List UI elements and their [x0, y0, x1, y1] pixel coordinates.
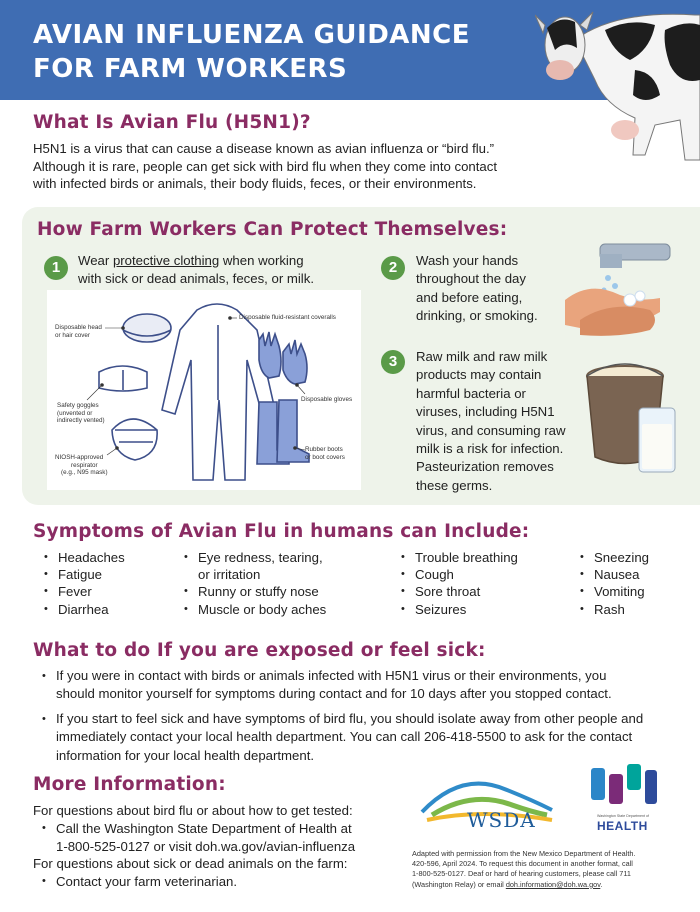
step-2-badge: 2: [381, 256, 405, 280]
symptoms-col-4: [580, 549, 649, 618]
protective-clothing-link[interactable]: protective clothing: [112, 253, 220, 268]
list-item: • Cough: [401, 566, 518, 583]
more-q2: For questions about sick or dead animals on the farm:: [33, 856, 348, 871]
label-coveralls: Disposable fluid-resistant coveralls: [239, 314, 336, 321]
step-2-text: Wash your hands throughout the day and before eating, drinking, or smoking.: [416, 253, 538, 324]
step-3-text: Raw milk and raw milk products may contain harmful bacteria or viruses, including H5N1 virus, and consuming raw milk is a risk for infection. Pasteurization removes these germs.: [416, 349, 566, 493]
list-item: • Muscle or body aches: [184, 601, 326, 618]
label-gloves: Disposable gloves: [301, 396, 353, 403]
label-respirator: NIOSH-approved respirator (e.g., N95 mask): [55, 454, 108, 477]
step-1-badge: 1: [44, 256, 68, 280]
protect-heading: How Farm Workers Can Protect Themselves:: [37, 219, 508, 240]
page-title: AVIAN INFLUENZA GUIDANCE FOR FARM WORKERS: [33, 20, 471, 84]
exposed-bullet-2: • If you start to feel sick and have symptoms of bird flu, you should isolate away from other people and immediately contact your local health department. You can call 206-418-5500 to ask for the contact information for your local health department.: [42, 710, 643, 765]
list-item: • Rash: [580, 601, 649, 618]
list-item: • Diarrhea: [44, 601, 125, 618]
list-item: • Headaches: [44, 549, 125, 566]
list-item: • Fever: [44, 583, 125, 600]
doh-logo: [585, 762, 665, 842]
list-item: • Seizures: [401, 601, 518, 618]
what-is-text: H5N1 is a virus that can cause a disease known as avian influenza or “bird flu.” Although it is rare, people can get sick with bird flu when they come into contact with infected birds or animals, their body fluids, feces, or their environments.: [33, 141, 498, 191]
more-a2: • Contact your farm veterinarian.: [42, 873, 237, 891]
more-q1: For questions about bird flu or about how to get tested:: [33, 803, 353, 818]
more-a1: • Call the Washington State Department of Health at 1-800-525-0127 or visit doh.wa.gov/avian-influenza: [42, 820, 355, 855]
step-1-text: Wear protective clothing when working with sick or dead animals, feces, or milk.: [78, 253, 314, 287]
label-boots: Rubber boots or boot covers: [305, 446, 345, 461]
footer-note: Adapted with permission from the New Mexico Department of Health. 420-596, April 2024. To request this document in another format, call 1-800-525-0127. Deaf or hard of hearing customers, please call 711 (Washington Relay) or email doh.information@doh.wa.gov.: [412, 849, 636, 889]
wsda-text: WSDA: [467, 808, 536, 832]
symptoms-heading: Symptoms of Avian Flu in humans can Include:: [33, 521, 530, 542]
ppe-diagram: [47, 290, 361, 490]
symptoms-col-2: [184, 549, 326, 618]
what-is-heading: What Is Avian Flu (H5N1)?: [33, 112, 311, 133]
doh-small-text: Washington State Department of: [597, 814, 650, 818]
list-item: • Sneezing: [580, 549, 649, 566]
doh-text: HEALTH: [597, 819, 648, 833]
doh-mark-icon: [589, 762, 659, 810]
handwashing-illustration: [560, 240, 680, 340]
step-3-badge: 3: [381, 350, 405, 374]
symptoms-col-1: [44, 549, 125, 618]
cow-illustration: [535, 0, 700, 170]
list-item: • Runny or stuffy nose: [184, 583, 326, 600]
list-item: • Trouble breathing: [401, 549, 518, 566]
milk-bucket-illustration: [585, 362, 685, 477]
list-item: • Sore throat: [401, 583, 518, 600]
exposed-heading: What to do If you are exposed or feel sick:: [33, 640, 486, 661]
label-goggles: Safety goggles (unvented or indirectly vented): [57, 402, 105, 425]
list-item: • Vomiting: [580, 583, 649, 600]
more-info-heading: More Information:: [33, 774, 226, 795]
email-link[interactable]: doh.information@doh.wa.gov: [505, 879, 601, 889]
list-item: • Eye redness, tearing,: [184, 549, 326, 566]
list-item-continued: or irritation: [198, 567, 261, 583]
label-hair-cover: Disposable head or hair cover: [55, 324, 102, 339]
symptoms-col-3: [401, 549, 518, 618]
exposed-bullet-1: • If you were in contact with birds or animals infected with H5N1 virus or their environments, you should monitor yourself for symptoms during contact and for 10 days after you stopped contact.: [42, 667, 612, 704]
list-item: • Nausea: [580, 566, 649, 583]
list-item: • Fatigue: [44, 566, 125, 583]
wsda-logo: [412, 770, 562, 840]
